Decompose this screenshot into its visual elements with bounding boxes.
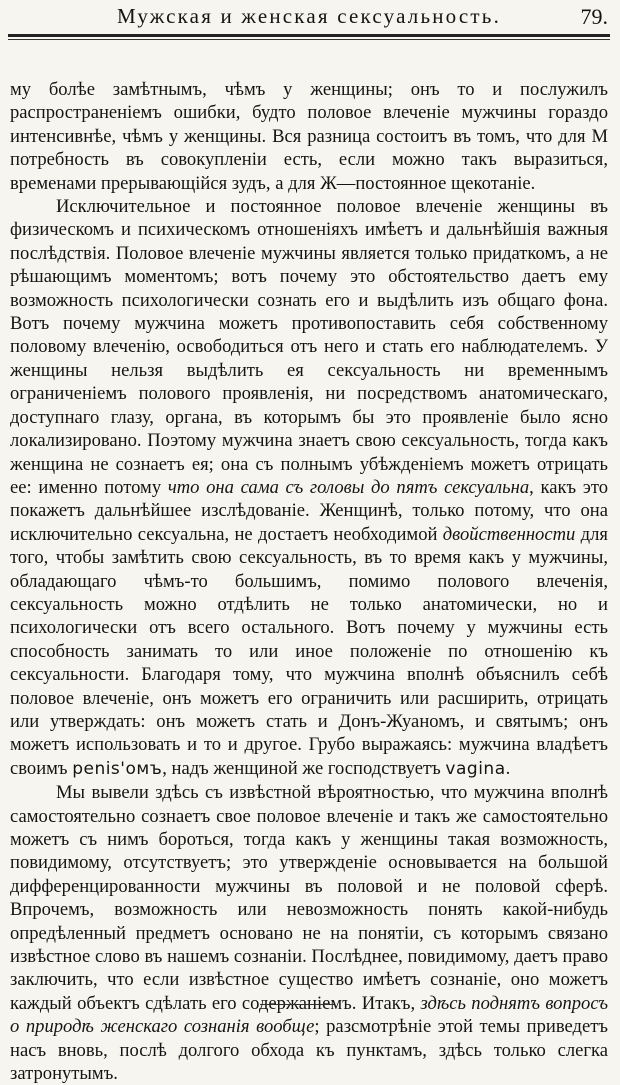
emphasis-text: двойственности: [442, 523, 576, 545]
text-run: му болѣе замѣтнымъ, чѣмъ у женщины; онъ то и послужилъ распространенiемъ ошибки, будто половое влеченiе мужчины гораздо интенсивнѣе, чѣмъ у женщины. Вся разница состоитъ въ томъ, что для М потребность въ совокупленiи есть, если можно такъ выразиться, временами прерывающiйся зудъ, а для Ж—постоянное щекотанiе.: [10, 79, 608, 194]
emphasis-text: здѣсь поднятъ вопросъ о природѣ женскаго сознанiя вообще: [10, 992, 608, 1038]
text-run: , надъ женщиной же господствуетъ: [162, 757, 446, 779]
page-number: 79.: [580, 4, 608, 29]
text-run: ; разсмотрѣнiе этой темы приведетъ насъ вновь, послѣ долгого обхода къ пунктамъ, здѣсь только слегка затронутымъ.: [10, 1016, 608, 1085]
header-rule-thin: [8, 39, 610, 40]
text-run: Мы вывели здѣсь съ извѣстной вѣроятностью, что мужчина вполнѣ самостоятельно сознаетъ свое половое влеченiе и такъ же самостоятельно можетъ съ нимъ бороться, тогда какъ у женщины такая возможность, повидимому, отсутствуетъ; это утвержденiе основывается на большой дифференцированности мужчины въ половой и не половой сферѣ. Впрочемъ, возможность или невозможность понять какой-нибудь опредѣленный предметъ основано не на понятiи, съ которымъ связано извѣстное слово въ нашемъ сознанiи. Послѣднее, повидимому, даетъ право заключить, что если извѣстное существо имѣетъ сознанiе, оно можетъ каждый объектъ сдѣлать его содержанiемъ. Итакъ,: [10, 782, 608, 1014]
emphasis-text: что она сама съ головы до пятъ сексуальна: [167, 476, 530, 498]
end-rule: [260, 1004, 334, 1005]
text-run: для того, чтобы замѣтить свою сексуальность, въ то время какъ у мужчины, обладающаго чѣмъ-то большимъ, помимо полового влеченiя, сексуальность можно отдѣлить не только анатомически, но и психологически отъ всего остального. Вотъ почему у мужчины есть способность занимать то или иное положенiе по отношенiю къ сексуальности. Благодаря тому, что мужчина вполнѣ объяснилъ себѣ половое влеченiе, онъ можетъ его ограничить или расширить, отрицать или утверждать: онъ можетъ стать и Донъ-Жуаномъ, и святымъ; онъ можетъ использовать и то и другое. Грубо выражаясь: мужчина владѣетъ своимъ: [10, 523, 608, 779]
text-run: Исключительное и постоянное половое влеченiе женщины въ физическомъ и психическомъ отношенiяхъ имѣетъ и дальнѣйшiя важныя послѣдствiя. Половое влеченiе мужчины является только придаткомъ, а не рѣшающимъ моментомъ; вотъ почему это обстоятельство даетъ ему возможность психологически сознать его и выдѣлить изъ общаго фона. Вотъ почему мужчина можетъ противопоставить себя собственному половому влеченiю, освободиться отъ него и стать его наблюдателемъ. У женщины нельзя выдѣлить ея сексуальность ни временнымъ ограниченiемъ полового проявленiя, ни посредствомъ анатомическаго, доступнаго глазу, органа, въ которымъ бы это проявленiе было ясно локализировано. Поэтому мужчина знаетъ свою сексуальность, тогда какъ женщина не сознаетъ ея; она съ полнымъ убѣжденiемъ можетъ отрицать ее: именно потому: [10, 196, 608, 498]
text-run: .: [505, 757, 511, 779]
paragraph: [10, 78, 608, 195]
latin-term: vagina: [445, 758, 506, 779]
paragraph: [10, 781, 608, 1085]
text-run: , какъ это покажетъ дальнѣйшее изслѣдованiе. Женщинѣ, только потому, что она исключительно сексуальна, не достаетъ необходимой: [10, 476, 608, 545]
running-title: Мужская и женская сексуальность.: [116, 4, 502, 28]
header-rule: [8, 34, 610, 37]
paragraph: [10, 195, 608, 781]
body-text: [10, 78, 608, 1085]
page-header: [10, 4, 608, 32]
latin-term: penis'омъ: [72, 758, 163, 779]
